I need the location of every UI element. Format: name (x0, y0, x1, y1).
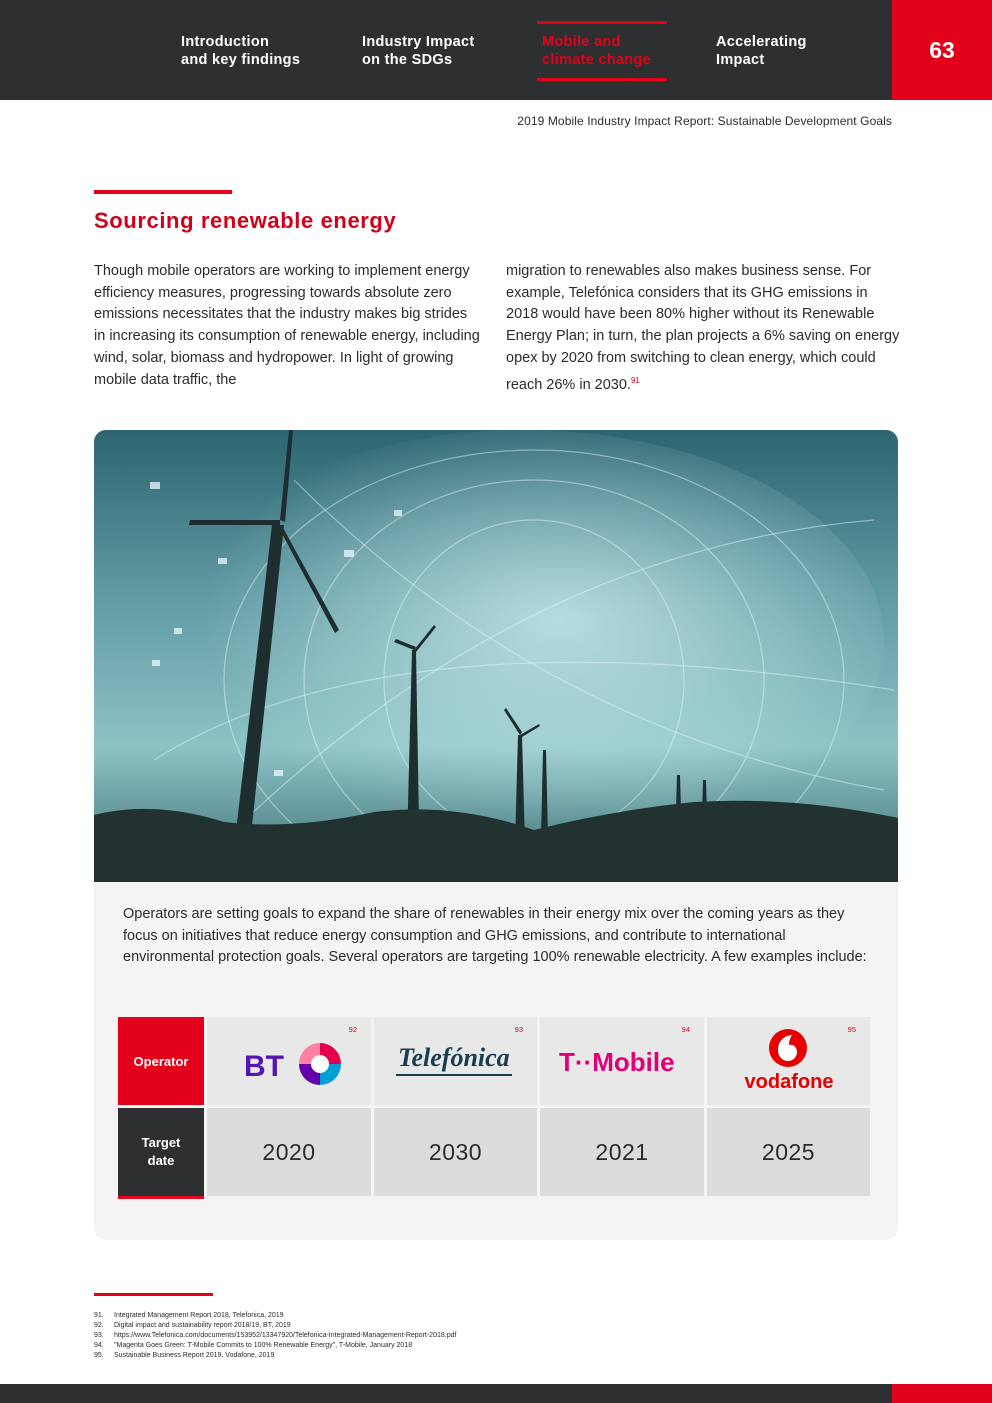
active-tab-indicator-top (537, 21, 667, 24)
body-column-right: migration to renewables also makes business sense. For example, Telefónica considers that its GHG emissions in 2018 would have been 80% higher without its Renewable Energy Plan; in turn, the plan projects a 6% saving on energy opex by 2020 from switching to clean energy, which could reach 26% in 2030.91 (506, 263, 900, 393)
target-date-tmobile: 2021 (540, 1108, 704, 1196)
footnote-ref-93[interactable]: 93 (514, 1025, 523, 1034)
footer-bar (0, 1384, 892, 1403)
nav-tab-mobile-climate-change[interactable]: Mobile and climate change (542, 0, 660, 100)
vodafone-logo (707, 1017, 870, 1105)
telefonica-logo (374, 1017, 537, 1105)
section-title: Sourcing renewable energy (94, 208, 397, 233)
footnote-item: 91. Integrated Management Report 2018, Telefonica, 2019 (94, 1312, 284, 1319)
section-rule (94, 190, 232, 194)
page-number: 63 (892, 0, 992, 100)
renewables-panel (94, 430, 898, 1240)
target-date-telefonica: 2030 (374, 1108, 537, 1196)
footnotes-rule (94, 1293, 213, 1296)
nav-tab-accelerating-impact[interactable]: Accelerating Impact (716, 34, 807, 68)
operator-cell-bt (207, 1017, 371, 1105)
operator-cell-telefonica (374, 1017, 537, 1105)
footnote-ref-95[interactable]: 95 (847, 1025, 856, 1034)
tmobile-logo (540, 1017, 704, 1105)
report-title: 2019 Mobile Industry Impact Report: Sustainable Development Goals (517, 114, 892, 128)
operator-cell-vodafone (707, 1017, 870, 1105)
wind-turbines-photo (94, 430, 898, 882)
svg-text:T··Mobile: T··Mobile (559, 1047, 675, 1077)
operator-cell-tmobile (540, 1017, 704, 1105)
target-date-bt: 2020 (207, 1108, 371, 1196)
bt-logo (207, 1017, 371, 1105)
footnote-ref[interactable]: 91 (630, 375, 640, 385)
footnote-item: 95. Sustainable Business Report 2019, Vodafone, 2019 (94, 1352, 275, 1359)
footer-accent (892, 1384, 992, 1403)
row-header-operator: Operator (118, 1017, 204, 1105)
nav-tab-industry-impact[interactable]: Industry Impact on the SDGs (362, 34, 475, 68)
svg-text:BT: BT (244, 1050, 284, 1083)
footnotes (94, 1311, 456, 1361)
nav-tab-introduction[interactable]: Introduction and key findings (181, 34, 301, 68)
svg-text:vodafone: vodafone (744, 1071, 833, 1093)
body-column-left: Though mobile operators are working to implement energy efficiency measures, progressing towards absolute zero emissions necessitates that the industry makes big strides in increasing its consumption of renewable energy, including wind, solar, biomass and hydropower. In light of growing mobile data traffic, the (94, 263, 480, 388)
footnote-ref-94[interactable]: 94 (681, 1025, 690, 1034)
row-header-target-date: Target date (118, 1108, 204, 1199)
active-tab-indicator-bottom (537, 78, 667, 81)
footnote-item[interactable]: 93. https://www.Telefonica.com/documents/153952/13347920/Telefonica-Integrated-Management-Report-2018.pdf (94, 1332, 457, 1339)
footnote-item: 92. Digital impact and sustainability report 2018/19, BT, 2019 (94, 1322, 291, 1329)
target-date-vodafone: 2025 (707, 1108, 870, 1196)
footnote-item: 94. "Magenta Goes Green: T-Mobile Commits to 100% Renewable Energy", T-Mobile, January 2018 (94, 1342, 413, 1349)
svg-text:Telefónica: Telefónica (397, 1043, 510, 1072)
panel-intro-text: Operators are setting goals to expand the share of renewables in their energy mix over the coming years as they focus on initiatives that reduce energy consumption and GHG emissions, and contribute to international environmental protection goals. Several operators are targeting 100% renewable electricity. A few examples include: (123, 906, 867, 966)
footnote-ref-92[interactable]: 92 (348, 1025, 357, 1034)
